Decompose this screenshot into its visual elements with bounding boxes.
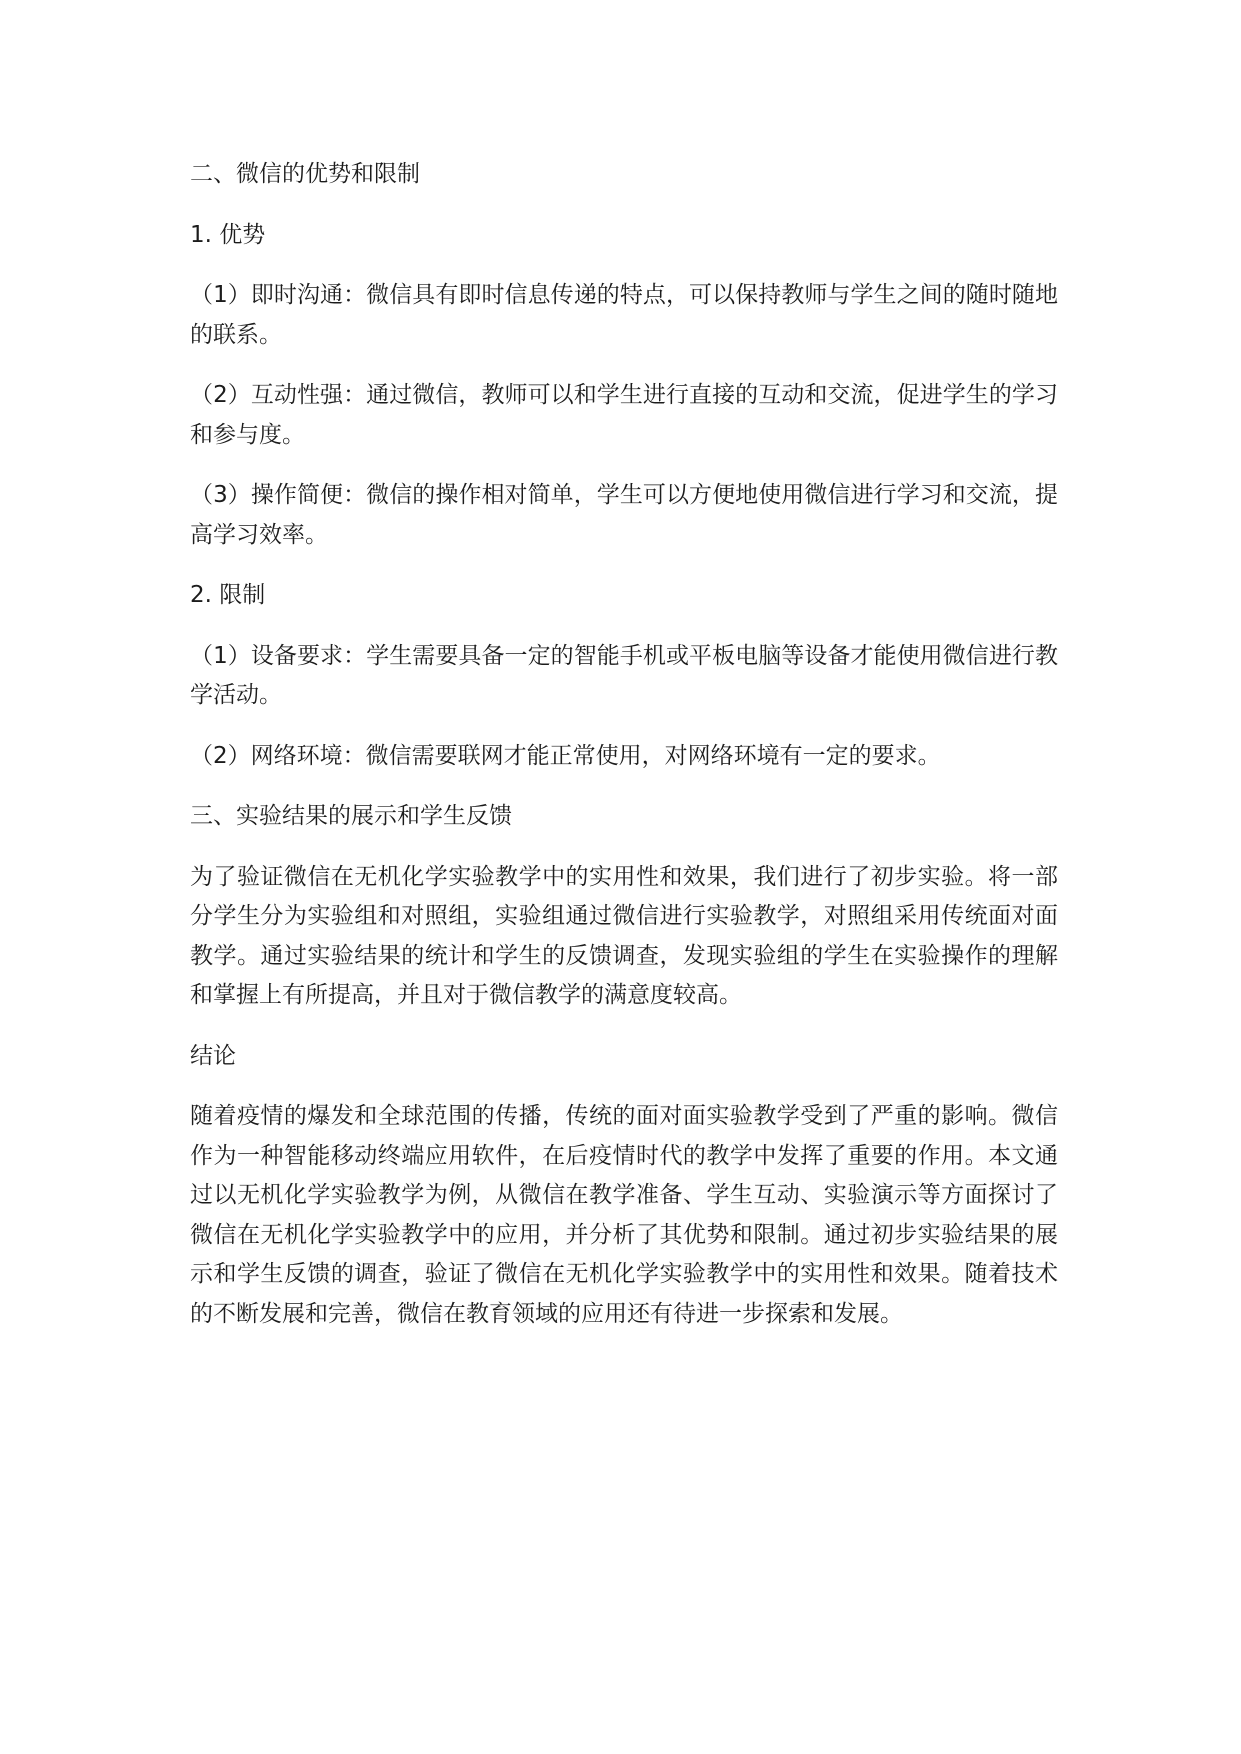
text-line: 微信在无机化学实验教学中的应用，并分析了其优势和限制。通过初步实验结果的展 bbox=[190, 1221, 1058, 1248]
text-line: 作为一种智能移动终端应用软件，在后疫情时代的教学中发挥了重要的作用。本文通 bbox=[190, 1142, 1058, 1169]
text-line: （2）网络环境：微信需要联网才能正常使用，对网络环境有一定的要求。 bbox=[190, 742, 941, 769]
document-body bbox=[190, 155, 1058, 1355]
text-line: 的不断发展和完善，微信在教育领域的应用还有待进一步探索和发展。 bbox=[190, 1300, 903, 1327]
text-line: 随着疫情的爆发和全球范围的传播，传统的面对面实验教学受到了严重的影响。微信 bbox=[190, 1103, 1058, 1129]
subsection-heading-limitations bbox=[190, 576, 1058, 616]
section-heading bbox=[190, 797, 1058, 837]
section-heading bbox=[190, 155, 1058, 195]
list-item bbox=[190, 637, 1058, 716]
text-line: 2. 限制 bbox=[190, 582, 266, 608]
paragraph bbox=[190, 858, 1058, 1016]
text-line: 过以无机化学实验教学为例，从微信在教学准备、学生互动、实验演示等方面探讨了 bbox=[190, 1182, 1058, 1208]
text-line: 二、微信的优势和限制 bbox=[190, 161, 420, 187]
text-line: 示和学生反馈的调查，验证了微信在无机化学实验教学中的实用性和效果。随着技术 bbox=[190, 1261, 1058, 1287]
text-line: 和参与度。 bbox=[190, 421, 305, 448]
text-line: （1）即时沟通：微信具有即时信息传递的特点，可以保持教师与学生之间的随时随地 bbox=[190, 282, 1058, 308]
text-line: 高学习效率。 bbox=[190, 521, 328, 548]
list-item bbox=[190, 476, 1058, 555]
text-line: 为了验证微信在无机化学实验教学中的实用性和效果，我们进行了初步实验。将一部 bbox=[190, 863, 1058, 890]
text-line: （1）设备要求：学生需要具备一定的智能手机或平板电脑等设备才能使用微信进行教 bbox=[190, 642, 1058, 669]
section-heading bbox=[190, 1037, 1058, 1077]
text-line: 的联系。 bbox=[190, 321, 282, 348]
subsection-heading-advantages bbox=[190, 216, 1058, 256]
text-line: 1. 优势 bbox=[190, 221, 266, 248]
text-line: 教学。通过实验结果的统计和学生的反馈调查，发现实验组的学生在实验操作的理解 bbox=[190, 942, 1058, 969]
list-item bbox=[190, 276, 1058, 355]
text-line: 三、实验结果的展示和学生反馈 bbox=[190, 803, 512, 829]
text-line: 结论 bbox=[190, 1042, 236, 1069]
paragraph bbox=[190, 1097, 1058, 1334]
list-item bbox=[190, 737, 1058, 777]
text-line: （2）互动性强：通过微信，教师可以和学生进行直接的互动和交流，促进学生的学习 bbox=[190, 382, 1058, 408]
text-line: （3）操作简便：微信的操作相对简单，学生可以方便地使用微信进行学习和交流，提 bbox=[190, 482, 1058, 508]
text-line: 和掌握上有所提高，并且对于微信教学的满意度较高。 bbox=[190, 982, 742, 1008]
text-line: 学活动。 bbox=[190, 682, 282, 708]
text-line: 分学生分为实验组和对照组，实验组通过微信进行实验教学，对照组采用传统面对面 bbox=[190, 903, 1058, 929]
list-item bbox=[190, 376, 1058, 455]
